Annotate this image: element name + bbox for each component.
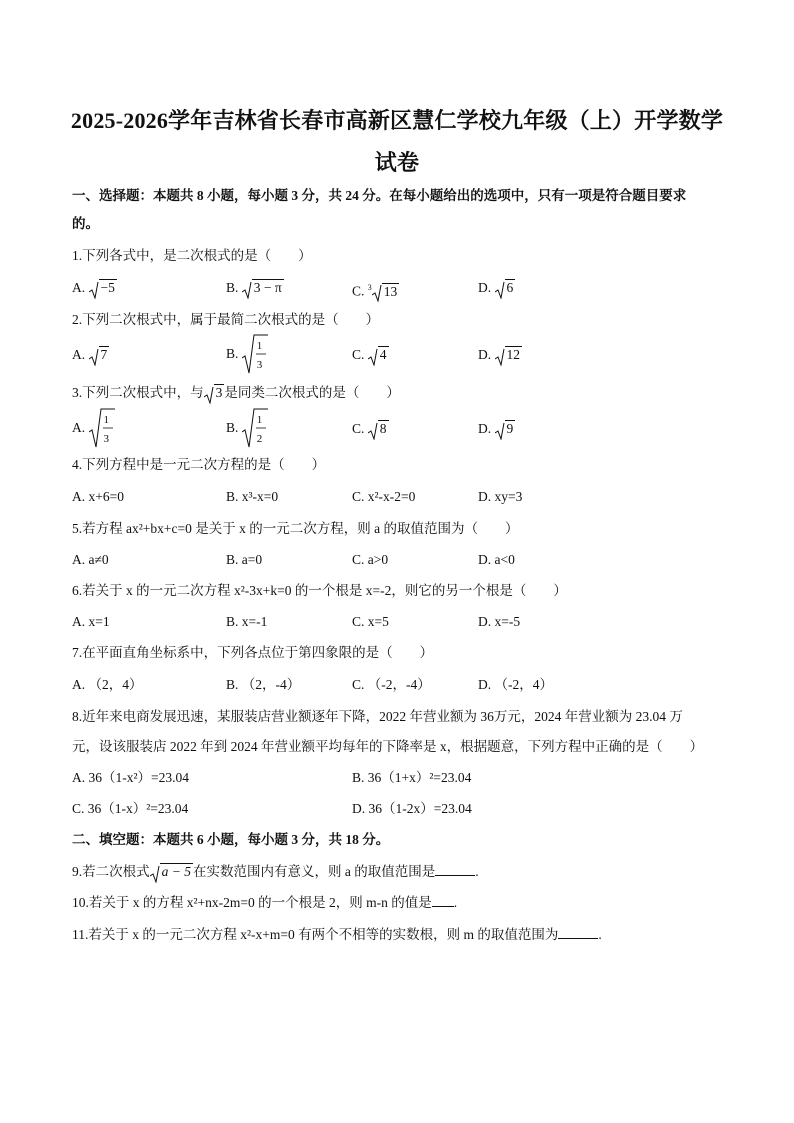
question-7-option-c: C. （-2，-4） bbox=[352, 677, 431, 692]
stem-text: 在实数范围内有意义，则 a 的取值范围是 bbox=[193, 864, 436, 879]
option-label: A. bbox=[72, 280, 89, 295]
stem-text: . bbox=[475, 864, 479, 879]
sqrt-symbol bbox=[495, 346, 505, 366]
question-2-option-d bbox=[478, 345, 522, 366]
question-3-option-c bbox=[352, 419, 389, 440]
question-5-option-a: A. a≠0 bbox=[72, 552, 109, 567]
section-1-heading: 一、选择题：本题共 8 小题，每小题 3 分，共 24 分。在每小题给出的选项中，只有一项是符合题目要求 bbox=[72, 188, 687, 203]
stem-text: . bbox=[453, 895, 458, 910]
question-3-option-b bbox=[226, 408, 268, 448]
question-10 bbox=[72, 892, 457, 913]
question-8-stem-cont: 元，设该服装店 2022 年到 2024 年营业额平均每年的下降率是 x，根据题意，下列方程中正确的是（ ） bbox=[72, 739, 704, 754]
question-6-option-d: D. x=-5 bbox=[478, 614, 521, 629]
numerator: 1 bbox=[256, 340, 263, 352]
question-8-option-b: B. 36（1+x）²=23.04 bbox=[352, 770, 472, 785]
question-6-option-c: C. x=5 bbox=[352, 614, 389, 629]
radicand: 6 bbox=[506, 280, 514, 295]
sqrt-fraction bbox=[242, 334, 268, 374]
denominator: 2 bbox=[256, 433, 263, 445]
stem-text: 11.若关于 x 的一元二次方程 x²-x+m=0 有两个不相等的实数根，则 m 的取值范围为 bbox=[72, 927, 559, 942]
page-title-cont: 试卷 bbox=[374, 150, 420, 175]
sqrt-symbol bbox=[89, 346, 99, 366]
option-label: D. bbox=[478, 421, 495, 436]
question-5-option-b: B. a=0 bbox=[226, 552, 263, 567]
radicand: a − 5 bbox=[161, 864, 191, 879]
option-label: D. bbox=[478, 347, 495, 362]
radicand: 3 bbox=[215, 385, 223, 400]
question-8-option-d: D. 36（1-2x）=23.04 bbox=[352, 801, 472, 816]
option-label: B. bbox=[226, 420, 242, 435]
root-index: 3 bbox=[367, 283, 372, 292]
question-7-option-b: B. （2，-4） bbox=[226, 677, 301, 692]
question-1-stem: 1.下列各式中，是二次根式的是（ ） bbox=[72, 248, 312, 263]
radicand: 3 − π bbox=[253, 280, 282, 295]
question-7-stem: 7.在平面直角坐标系中，下列各点位于第四象限的是（ ） bbox=[72, 645, 434, 660]
question-3-stem bbox=[72, 383, 400, 404]
radicand: 13 bbox=[383, 283, 398, 299]
stem-text: . bbox=[598, 927, 602, 942]
question-1-option-a bbox=[72, 278, 117, 299]
radicand: 7 bbox=[100, 347, 108, 362]
option-label: A. bbox=[72, 347, 89, 362]
question-8-option-a: A. 36（1-x²）=23.04 bbox=[72, 770, 190, 785]
question-5-stem: 5.若方程 ax²+bx+c=0 是关于 x 的一元二次方程，则 a 的取值范围为（ ） bbox=[72, 521, 519, 536]
question-1-option-d bbox=[478, 278, 515, 299]
option-label: C. bbox=[352, 283, 368, 299]
question-3-option-a bbox=[72, 408, 115, 448]
sqrt-symbol bbox=[368, 420, 378, 440]
option-label: B. bbox=[226, 280, 242, 295]
numerator: 1 bbox=[256, 414, 263, 426]
radicand: −5 bbox=[100, 280, 115, 295]
option-label: A. bbox=[72, 420, 89, 435]
question-4-option-b: B. x³-x=0 bbox=[226, 489, 279, 504]
answer-blank[interactable] bbox=[432, 892, 454, 907]
question-7-option-a: A. （2，4） bbox=[72, 677, 143, 692]
sqrt-symbol bbox=[204, 384, 214, 404]
section-2-heading: 二、填空题：本题共 6 小题，每小题 3 分，共 18 分。 bbox=[72, 832, 390, 847]
section-1-heading-cont: 的。 bbox=[72, 216, 99, 231]
question-8-stem: 8.近年来电商发展迅速，某服装店营业额逐年下降，2022 年营业额为 36万元，2024 年营业额为 23.04 万 bbox=[72, 709, 683, 724]
stem-text: 10.若关于 x 的方程 x²+nx-2m=0 的一个根是 2，则 m-n 的值是 bbox=[72, 895, 432, 910]
page-title: 2025-2026学年吉林省长春市高新区慧仁学校九年级（上）开学数学 bbox=[70, 108, 724, 133]
answer-blank[interactable] bbox=[558, 924, 598, 939]
stem-text: 3.下列二次根式中，与 bbox=[72, 385, 204, 400]
question-4-stem: 4.下列方程中是一元二次方程的是（ ） bbox=[72, 457, 326, 472]
question-5-option-d: D. a<0 bbox=[478, 552, 515, 567]
question-2-option-b bbox=[226, 334, 268, 374]
question-9 bbox=[72, 861, 479, 883]
radicand: 4 bbox=[379, 347, 387, 362]
sqrt-fraction bbox=[242, 408, 268, 448]
answer-blank[interactable] bbox=[435, 861, 475, 876]
sqrt-symbol bbox=[368, 346, 378, 366]
question-2-option-a bbox=[72, 345, 109, 366]
option-label: C. bbox=[352, 347, 368, 362]
radicand: 9 bbox=[506, 421, 514, 436]
sqrt-symbol bbox=[372, 282, 382, 302]
question-4-option-c: C. x²-x-2=0 bbox=[352, 489, 416, 504]
question-1-option-b bbox=[226, 278, 284, 299]
option-label: B. bbox=[226, 346, 242, 361]
sqrt-symbol bbox=[150, 863, 160, 883]
question-8-option-c: C. 36（1-x）²=23.04 bbox=[72, 801, 189, 816]
sqrt-fraction bbox=[89, 408, 115, 448]
question-11 bbox=[72, 924, 602, 945]
question-6-option-a: A. x=1 bbox=[72, 614, 110, 629]
option-label: C. bbox=[352, 421, 368, 436]
question-4-option-d: D. xy=3 bbox=[478, 489, 523, 504]
sqrt-symbol bbox=[495, 279, 505, 299]
radicand: 8 bbox=[379, 421, 387, 436]
stem-text: 是同类二次根式的是（ ） bbox=[224, 385, 400, 400]
question-4-option-a: A. x+6=0 bbox=[72, 489, 124, 504]
denominator: 3 bbox=[256, 359, 263, 371]
sqrt-symbol bbox=[242, 279, 252, 299]
denominator: 3 bbox=[103, 433, 109, 445]
question-3-option-d bbox=[478, 419, 515, 440]
question-1-option-c bbox=[352, 278, 399, 302]
stem-text: 9.若二次根式 bbox=[72, 864, 150, 879]
question-7-option-d: D. （-2，4） bbox=[478, 677, 553, 692]
option-label: D. bbox=[478, 280, 495, 295]
numerator: 1 bbox=[103, 414, 109, 426]
question-2-stem: 2.下列二次根式中，属于最简二次根式的是（ ） bbox=[72, 312, 380, 327]
question-6-stem: 6.若关于 x 的一元二次方程 x²-3x+k=0 的一个根是 x=-2，则它的另一个根是（ ） bbox=[72, 583, 567, 598]
question-2-option-c bbox=[352, 345, 389, 366]
sqrt-symbol bbox=[495, 420, 505, 440]
sqrt-symbol bbox=[89, 279, 99, 299]
radicand: 12 bbox=[506, 347, 520, 362]
question-5-option-c: C. a>0 bbox=[352, 552, 389, 567]
question-6-option-b: B. x=-1 bbox=[226, 614, 268, 629]
